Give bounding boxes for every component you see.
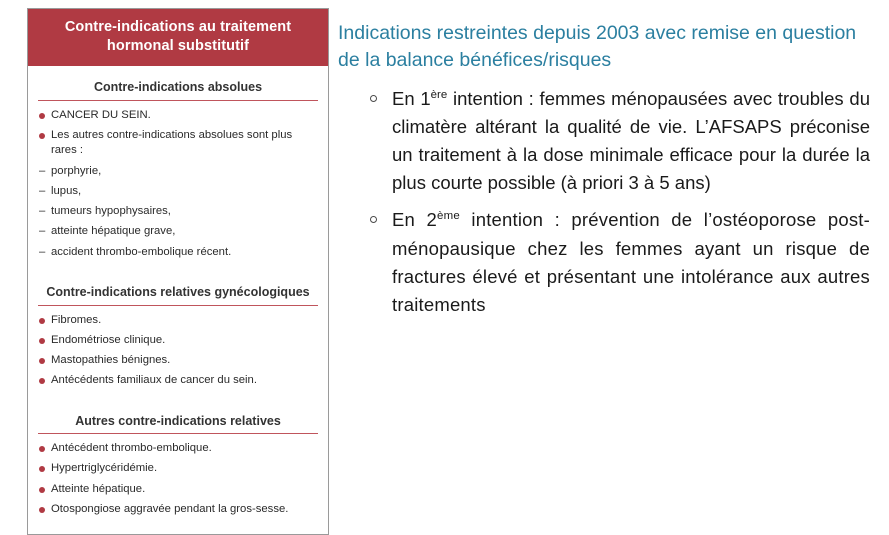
list-item: – tumeurs hypophysaires, [38, 204, 318, 219]
contraindications-panel [27, 8, 329, 535]
point-rest: intention : femmes ménopausées avec troubles du climatère altérant la qualité de vie. L’AFSAPS préconise un traitement à la dose minimale efficace pour la durée la plus courte possible (à priori 3 à 5 ans) [392, 88, 871, 194]
list-item: – porphyrie, [38, 164, 318, 179]
panel-title: Contre-indications au traitement hormonal substitutif [28, 9, 328, 66]
section-list-other-relative [38, 441, 318, 517]
section-divider [38, 305, 318, 306]
list-item: Les autres contre-indications absolues sont plus rares : [38, 128, 318, 159]
list-item: Hypertriglycéridémie. [38, 461, 318, 476]
list-item: Antécédent thrombo-embolique. [38, 441, 318, 456]
list-item: Mastopathies bénignes. [38, 353, 318, 368]
panel-body [28, 66, 328, 534]
spacer [38, 265, 318, 279]
list-item: – atteinte hépatique grave, [38, 224, 318, 239]
indications-list [338, 85, 870, 319]
section-divider [38, 433, 318, 434]
list-item [370, 206, 870, 318]
section-title-other-relative: Autres contre-indications relatives [75, 413, 281, 428]
indications-heading: Indications restreintes depuis 2003 avec remise en question de la balance bénéfices/risques [338, 22, 857, 71]
list-item [370, 85, 870, 197]
list-item: Otospongiose aggravée pendant la gros-sesse. [38, 502, 318, 517]
section-divider [38, 100, 318, 101]
section-title-relative-gyneco: Contre-indications relatives gynécologiques [46, 284, 310, 299]
point-superscript: ème [437, 210, 460, 223]
list-item: Endométriose clinique. [38, 333, 318, 348]
point-lead: En 1 [392, 88, 431, 110]
list-item: Antécédents familiaux de cancer du sein. [38, 373, 318, 388]
list-item: – lupus, [38, 184, 318, 199]
section-list-absolute [38, 108, 318, 260]
list-item: Atteinte hépatique. [38, 482, 318, 497]
section-list-relative-gyneco [38, 313, 318, 389]
spacer [38, 394, 318, 408]
list-item: Fibromes. [38, 313, 318, 328]
indications-column [338, 20, 870, 328]
point-rest: intention : prévention de l’ostéoporose post-ménopausique chez les femmes ayant un risque de fractures élevé et présentant une intolérance aux autres traitements [392, 209, 871, 315]
list-item: CANCER DU SEIN. [38, 108, 318, 123]
list-item: – accident thrombo-embolique récent. [38, 245, 318, 260]
point-superscript: ère [430, 88, 448, 101]
section-title-absolute: Contre-indications absolues [93, 80, 263, 95]
point-lead: En 2 [392, 209, 437, 231]
